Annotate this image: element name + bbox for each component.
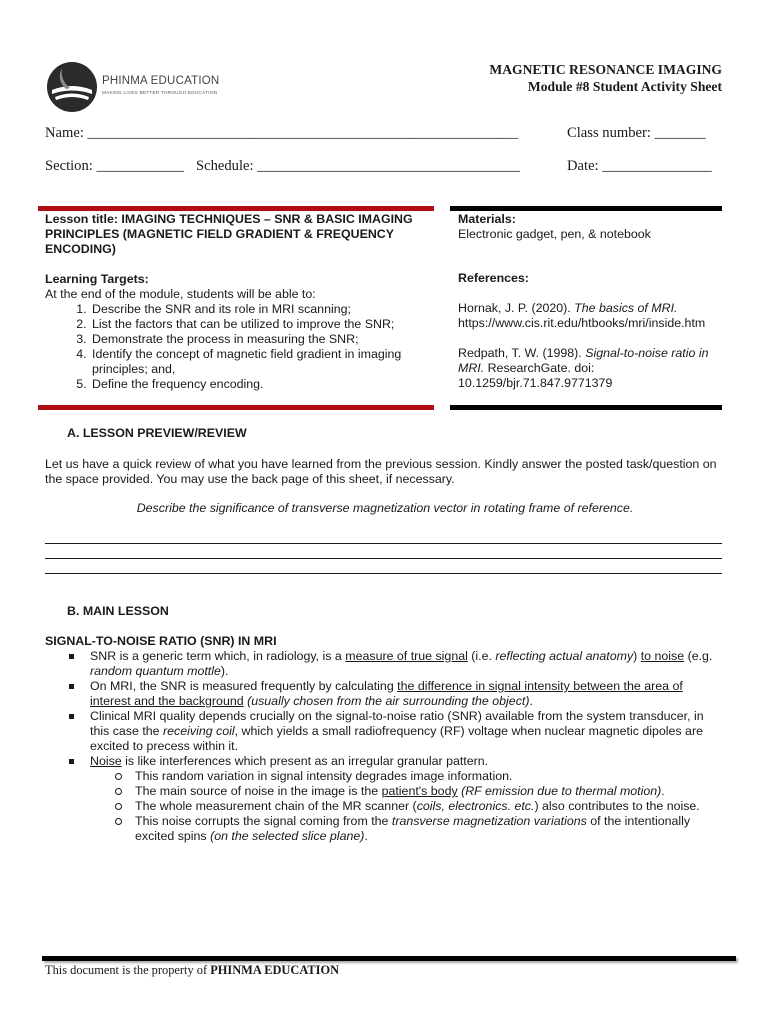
materials-text: Electronic gadget, pen, & notebook bbox=[458, 227, 651, 241]
phinma-logo bbox=[46, 60, 226, 114]
materials-bottom-divider bbox=[450, 405, 722, 410]
review-question: Describe the significance of transverse magnetization vector in rotating frame of reference. bbox=[136, 501, 634, 515]
noise-sub-list bbox=[90, 769, 725, 844]
list-item: 2. List the factors that can be utilized to improve the SNR; bbox=[90, 317, 430, 332]
list-item: The main source of noise in the image is the patient's body (RF emission due to thermal motion). bbox=[135, 784, 725, 799]
lesson-bottom-divider bbox=[38, 405, 434, 410]
answer-line-1[interactable] bbox=[45, 543, 722, 544]
learning-targets-list bbox=[45, 302, 430, 392]
list-item: Noise is like interferences which present as an irregular granular pattern. This random variation in signal intensity degrades image information. The main source of noise in the image is the patient's body (RF emission due to thermal motion). The whole measurement chain of the MR scanner (coils, electronics. etc.) also contributes to the noise. This noise corrupts the signal coming from the transverse magnetization variations of the intentionally excited spins (on the selected slice plane). bbox=[90, 754, 725, 844]
section-b-heading: B. MAIN LESSON bbox=[67, 604, 169, 618]
answer-line-2[interactable] bbox=[45, 558, 722, 559]
reference-1-url[interactable]: https://www.cis.rit.edu/htbooks/mri/inside.htm bbox=[458, 316, 706, 330]
learning-targets-intro: At the end of the module, students will be able to: bbox=[45, 287, 316, 301]
list-item: The whole measurement chain of the MR scanner (coils, electronics. etc.) also contributes to the noise. bbox=[135, 799, 725, 814]
list-item: Clinical MRI quality depends crucially on the signal-to-noise ratio (SNR) available from the system transducer, in this case the receiving coil, which yields a small radiofrequency (RF) voltage when nuclear magnetic dipoles are excited to precess within it. bbox=[90, 709, 725, 754]
lesson-top-divider bbox=[38, 206, 434, 211]
footer-owner: PHINMA EDUCATION bbox=[210, 963, 340, 977]
list-item: 5. Define the frequency encoding. bbox=[90, 377, 430, 392]
document-subtitle: Module #8 Student Activity Sheet bbox=[527, 79, 722, 94]
snr-subheading: SIGNAL-TO-NOISE RATIO (SNR) IN MRI bbox=[45, 634, 277, 648]
brand-name: PHINMA EDUCATION bbox=[102, 75, 220, 87]
brand-tagline: MAKING LIVES BETTER THROUGH EDUCATION bbox=[102, 90, 218, 95]
date-field[interactable]: Date: _______________ bbox=[567, 158, 712, 174]
list-item: On MRI, the SNR is measured frequently by calculating the difference in signal intensity between the area of interest and the background (usually chosen from the air surrounding the object). bbox=[90, 679, 725, 709]
list-item: 1. Describe the SNR and its role in MRI scanning; bbox=[90, 302, 430, 317]
footer-text: This document is the property of PHINMA EDUCATION bbox=[45, 963, 340, 977]
main-lesson-body bbox=[45, 649, 725, 844]
name-field[interactable]: Name: ___________________________________________________________ bbox=[45, 125, 519, 141]
lesson-title: Lesson title: IMAGING TECHNIQUES – SNR & BASIC IMAGING PRINCIPLES (MAGNETIC FIELD GRADIENT & FREQUENCY ENCODING) bbox=[45, 212, 413, 256]
list-item: This random variation in signal intensity degrades image information. bbox=[135, 769, 725, 784]
materials-heading: Materials: bbox=[458, 212, 516, 226]
list-item: This noise corrupts the signal coming from the transverse magnetization variations of the intentionally excited spins (on the selected slice plane). bbox=[135, 814, 725, 844]
section-field[interactable]: Section: ____________ bbox=[45, 158, 185, 174]
lesson-box bbox=[45, 212, 430, 392]
document-title: MAGNETIC RESONANCE IMAGING bbox=[489, 62, 722, 77]
class-number-field[interactable]: Class number: _______ bbox=[567, 125, 706, 141]
list-item: 3. Demonstrate the process in measuring the SNR; bbox=[90, 332, 430, 347]
reference-2: Redpath, T. W. (1998). Signal-to-noise ratio in MRI. ResearchGate. doi: 10.1259/bjr.71.847.9771379 bbox=[458, 346, 709, 390]
materials-top-divider bbox=[450, 206, 722, 211]
list-item: SNR is a generic term which, in radiology, is a measure of true signal (i.e. reflecting actual anatomy) to noise (e.g. random quantum mottle). bbox=[90, 649, 725, 679]
schedule-field[interactable]: Schedule: ____________________________________ bbox=[196, 158, 520, 174]
document-header bbox=[489, 61, 722, 95]
materials-box bbox=[458, 212, 720, 391]
learning-targets-heading: Learning Targets: bbox=[45, 272, 149, 286]
section-a-heading: A. LESSON PREVIEW/REVIEW bbox=[67, 426, 247, 440]
answer-line-3[interactable] bbox=[45, 573, 722, 574]
phinma-logo-icon bbox=[46, 60, 98, 114]
reference-1: Hornak, J. P. (2020). The basics of MRI. bbox=[458, 301, 678, 315]
section-a-instructions: Let us have a quick review of what you have learned from the previous session. Kindly answer the posted task/question on the space provided. You may use the back page of this sheet, if necessary. bbox=[45, 457, 717, 486]
list-item: 4. Identify the concept of magnetic field gradient in imaging principles; and, bbox=[90, 347, 430, 377]
references-heading: References: bbox=[458, 271, 529, 285]
snr-bullet-list bbox=[45, 649, 725, 844]
footer-divider bbox=[42, 956, 736, 961]
